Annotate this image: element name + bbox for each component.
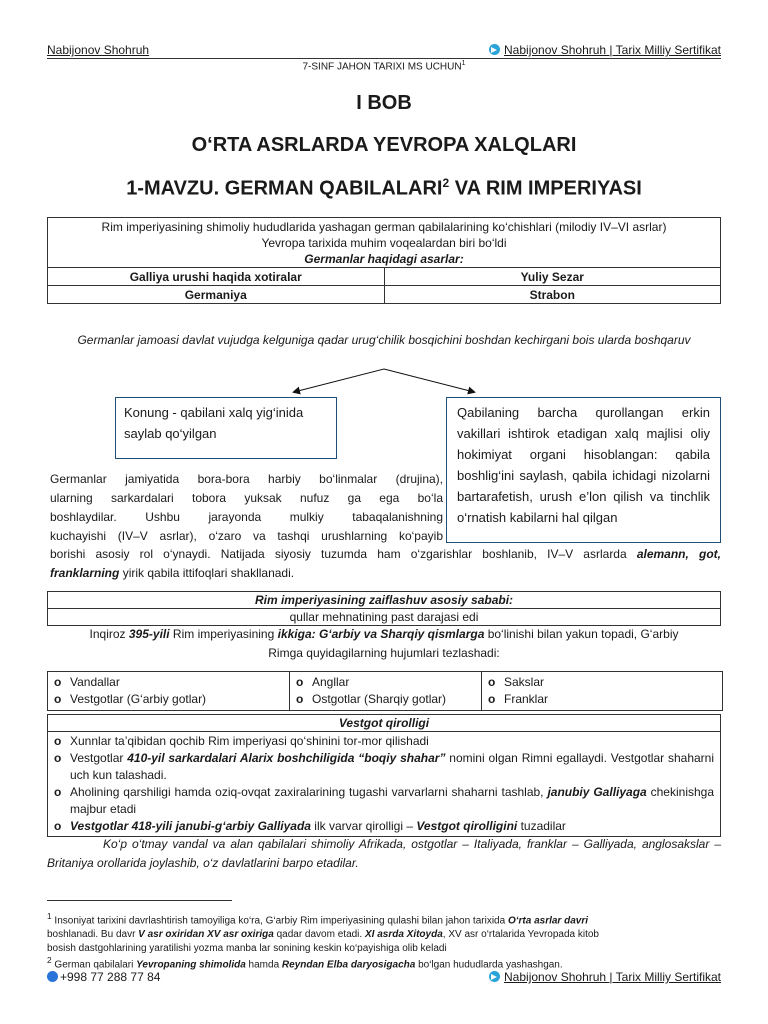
invaders-col-3 [482,672,723,711]
item-text: tuzadilar [517,819,566,833]
list-item: o Franklar [482,691,722,708]
footnote-text: hamda [245,959,282,971]
list-item [48,733,714,750]
works-title: Germanlar haqidagi asarlar: [304,252,464,266]
item-highlight: janubiy Galliyaga [547,785,647,799]
para-text: Inqiroz [89,627,129,641]
footnote-line [47,909,721,928]
footnote-mark: 1 [47,911,52,921]
intro-line-2: Yevropa tarixida muhim voqealardan biri bo‘ldi [261,236,507,250]
author-cell: Yuliy Sezar [384,268,721,286]
para-line: Germanlar jamiyatida bora-bora harbiy bo‘linmalar (drujina), [50,472,443,486]
para-line [50,545,721,564]
footer-phone[interactable] [47,970,160,984]
topic-footnote-mark: 2 [442,176,450,190]
footnote-highlight: Yevropaning shimolida [136,959,246,971]
intro-line-1: Rim imperiyasining shimoliy hududlarida yashagan german qabilalarining ko‘chishlari (milodiy IV–VI asrlar) [101,220,667,234]
footer-telegram-text: Nabijonov Shohruh | Tarix Milliy Sertifikat [504,970,721,984]
para-line [50,564,721,583]
list-item [48,750,714,784]
footnote-mark: 2 [47,955,52,965]
subtitle-footnote-mark: 1 [461,60,466,67]
tribes-highlight: franklarning [50,566,120,580]
assembly-box: Qabilaning barcha qurollangan erkin vakillari ishtirok etadigan xalq majlisi oliy hokimiyat organi hisoblangan: qabila boshlig‘ini saylash, qabila ichidagi nizolarni bartarafetish, urush e’lon qilish va tinchlik o‘rnatish kabilarni hal qilgan [446,397,721,543]
drujina-paragraph [50,470,443,546]
header-telegram-text: Nabijonov Shohruh | Tarix Milliy Sertifikat [504,43,721,57]
footnote-highlight: V asr oxiridan XV asr oxiriga [138,929,274,941]
footnote-text: bo‘lgan hududlarda yashashgan. [415,959,563,971]
work-cell: Germaniya [48,286,385,304]
list-item: o Ostgotlar (Sharqiy gotlar) [290,691,481,708]
footnote-divider [47,900,232,901]
item-text: Aholining qarshiligi hamda oziq-ovqat zaxiralarining tugashi varvarlarni shaharni tashlab, [70,785,548,799]
item-text: chekinishga majbur etadi [70,785,715,816]
para-text: borishi asosiy rol o‘ynaydi. Natijada siyosiy tuzumda ham o‘zgarishlar boshlanib, IV–V asrlarda [50,547,637,561]
list-item: o Vestgotlar (G‘arbiy gotlar) [48,691,289,708]
item-text: ilk varvar qirolligi – [310,819,417,833]
para-text: bo‘linishi bilan yakun topadi, G‘arbiy [484,627,679,641]
tribal-unions-paragraph [50,545,721,583]
reason-value: qullar mehnatining past darajasi edi [48,609,721,626]
list-item [48,818,714,835]
visigoth-title: Vestgot qirolligi [48,715,721,732]
footnote-text: German qabilalari [51,959,137,971]
para-line: ularning sarkardalari tobora yuksak nufuz ga ega bo‘la [50,491,443,505]
para-line: Rimga quyidagilarning hujumlari tezlashadi: [268,646,500,660]
para-line: boshlaydilar. Ushbu jarayonda mulkiy tabaqalanishning [50,510,443,524]
arrow-left [294,369,384,392]
crisis-paragraph [47,625,721,663]
list-item [48,784,714,818]
visigoth-list-cell [48,732,721,837]
list-item: o Sakslar [482,674,722,691]
item-text: Vestgotlar [70,751,128,765]
footnote-line [47,928,721,942]
phone-icon [47,971,58,982]
settlement-paragraph: Ko‘p o‘tmay vandal va alan qabilalari shimoliy Afrikada, ostgotlar – Italiyada, franklar – Galliyada, anglosakslar – Britaniya orollarida joylashib, o‘z davlatlarini barpo etadilar. [47,837,721,870]
subtitle-text: 7-SINF JAHON TARIXI MS UCHUN [302,61,462,73]
arrow-right [384,369,474,392]
invaders-col-1 [48,672,290,711]
author-cell: Strabon [384,286,721,304]
para-text: yirik qabila ittifoqlari shakllanadi. [119,566,295,580]
item-text: nomini olgan Rimni egallaydi. Vestgotlar shaharni uch kun talashadi. [70,751,714,782]
split-highlight: ikkiga: G‘arbiy va Sharqiy qismlarga [277,627,485,641]
konung-box: Konung - qabilani xalq yig‘inida saylab qo‘yilgan [115,397,337,459]
telegram-icon [489,971,500,982]
year-highlight: 395-yili [128,627,170,641]
topic-title-tail: VA RIM IMPERIYASI [449,177,642,200]
visigoth-kingdom-table [47,714,721,837]
footer-telegram-link[interactable] [489,970,721,984]
invaders-table [47,671,723,711]
list-item: o Angllar [290,674,481,691]
chapter-title: I BOB [356,92,412,114]
footnote-highlight: O‘rta asrlar davri [507,915,588,927]
governance-intro: Germanlar jamoasi davlat vujudga kelguniga qadar urug‘chilik bosqichini boshdan kechirgani bois ularda boshqaruv [77,333,691,347]
footnote-text: , XV asr o‘rtalarida Yevropada kitob [442,929,599,941]
branch-arrows [0,0,768,420]
footnote-text: qadar davom etadi. [273,929,365,941]
item-highlight: Vestgot qirolligini [416,819,518,833]
invaders-col-2 [290,672,482,711]
work-cell: Galliya urushi haqida xotiralar [48,268,385,286]
section-title: O‘RTA ASRLARDA YEVROPA XALQLARI [191,134,577,156]
item-highlight: Vestgotlar 418-yili janubi-g‘arbiy Galliyada [70,819,311,833]
item-text: Xunnlar ta’qibidan qochib Rim imperiyasi qo‘shinini tor-mor qilishadi [70,734,429,748]
footnote-text: Insoniyat tarixini davrlashtirish tamoyiliga ko‘ra, G‘arbiy Rim imperiyasining qulashi bilan jahon tarixida [51,915,508,927]
list-item: o Vandallar [48,674,289,691]
item-highlight: 410-yil sarkardalari Alarix boshchiligida “boqiy shahar” [127,751,446,765]
reason-title: Rim imperiyasining zaiflashuv asosiy sababi: [48,592,721,609]
footnote-highlight: XI asrda Xitoyda [364,929,443,941]
weakening-reason-table [47,591,721,626]
footnote-highlight: Reyndan Elba daryosigacha [281,959,416,971]
para-line [47,625,721,644]
footnote-text: boshlanadi. Bu davr [47,929,139,941]
header-author: Nabijonov Shohruh [47,43,150,57]
footnote-line: bosish dastgohlarining yaratilishi yozma manba lar sonining keskin ko‘payishiga olib keladi [47,943,447,955]
tribes-highlight: alemann, got, [636,547,721,561]
phone-number: +998 77 288 77 84 [60,970,161,984]
para-text: Rim imperiyasining [169,627,278,641]
topic-title-main: 1-MAVZU. GERMAN QABILALARI [126,177,443,200]
footnote-1 [47,909,721,956]
para-line: kuchayishi (IV–V asrlar), o‘zaro va tashqi urushlarning ko‘payib [50,529,443,543]
